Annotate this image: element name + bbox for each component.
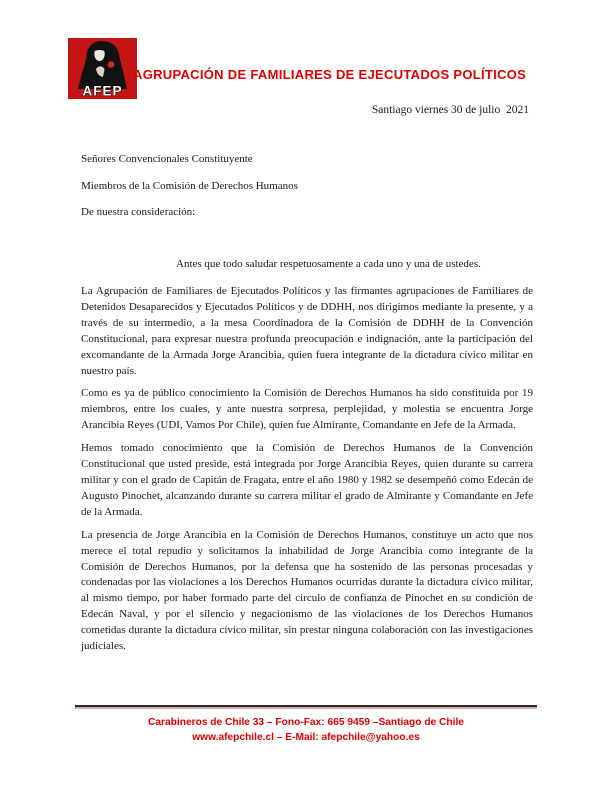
rose-icon xyxy=(108,61,115,68)
afep-logo xyxy=(68,38,137,99)
letter-footer xyxy=(75,705,537,745)
org-title: AGRUPACIÓN DE FAMILIARES DE EJECUTADOS POLÍTICOS xyxy=(133,67,527,82)
body-paragraph-3: Hemos tomado conocimiento que la Comisión de Derechos Humanos de la Convención Constitucional que usted preside, está integrada por Jorge Arancibia Reyes, quien durante su carrera militar y con el grado de Capitán de Fragata, entre el año 1980 y 1982 se desempeñó como Edecán de Augusto Pinochet, alcanzando durante su carrera militar el grado de Almirante y Comandante en Jefe de la Armada. xyxy=(81,442,533,518)
logo-acronym: AFEP xyxy=(82,83,123,99)
date-line: Santiago viernes 30 de julio 2021 xyxy=(371,104,529,116)
letter-body xyxy=(81,152,533,662)
recipient-line-3: De nuestra consideración: xyxy=(81,206,196,218)
footer-contact: www.afepchile.cl – E-Mail: afepchile@yahoo.es xyxy=(192,731,420,743)
recipient-line-2: Miembros de la Comisión de Derechos Humanos xyxy=(81,179,298,192)
footer-divider xyxy=(75,705,537,709)
salutation-line: Antes que todo saludar respetuosamente a cada uno y una de ustedes. xyxy=(176,258,481,270)
body-paragraph-4: La presencia de Jorge Arancibia en la Comisión de Derechos Humanos, constituye un acto que nos merece el total repudio y solicitamos la inhabilidad de Jorge Arancibia como integrante de la Comisión de Derechos Humanos, por la defensa que ha sostenido de las personas procesadas y condenadas por las violaciones a los Derechos Humanos ocurridas durante la dictadura cívico militar, al mismo tiempo, por haber formado parte del circulo de confianza de Pinochet en su condición de Edecán Naval, y por el silencio y negacionismo de las violaciones de los Derechos Humanos cometidas durante la dictadura cívico militar, sin prestar ninguna colaboración con las investigaciones judiciales. xyxy=(81,528,533,653)
recipient-line-1: Señores Convencionales Constituyente xyxy=(81,153,253,165)
body-paragraph-1: La Agrupación de Familiares de Ejecutados Políticos y las firmantes agrupaciones de Familiares de Detenidos Desaparecidos y Ejecutados Políticos y de DDHH, nos dirigimos mediante la presente, y a través de su intermedio, a la mesa Coordinadora de la Comisión de DDHH de la Convención Constitucional, para expresar nuestra profunda preocupación e indignación, ante la participación del excomandante de la Armada Jorge Arancibia, quien fuera integrante de la dictadura cívico militar en nuestro país. xyxy=(81,285,533,377)
body-paragraph-2: Como es ya de público conocimiento la Comisión de Derechos Humanos ha sido constituida por 19 miembros, entre los cuales, y ante nuestra sorpresa, perplejidad, y molestia se encuentra Jorge Arancibia Reyes (UDI, Vamos Por Chile), quien fue Almirante, Comandante en Jefe de la Armada. xyxy=(81,387,533,432)
footer-address: Carabineros de Chile 33 – Fono-Fax: 665 9459 –Santiago de Chile xyxy=(148,717,464,728)
